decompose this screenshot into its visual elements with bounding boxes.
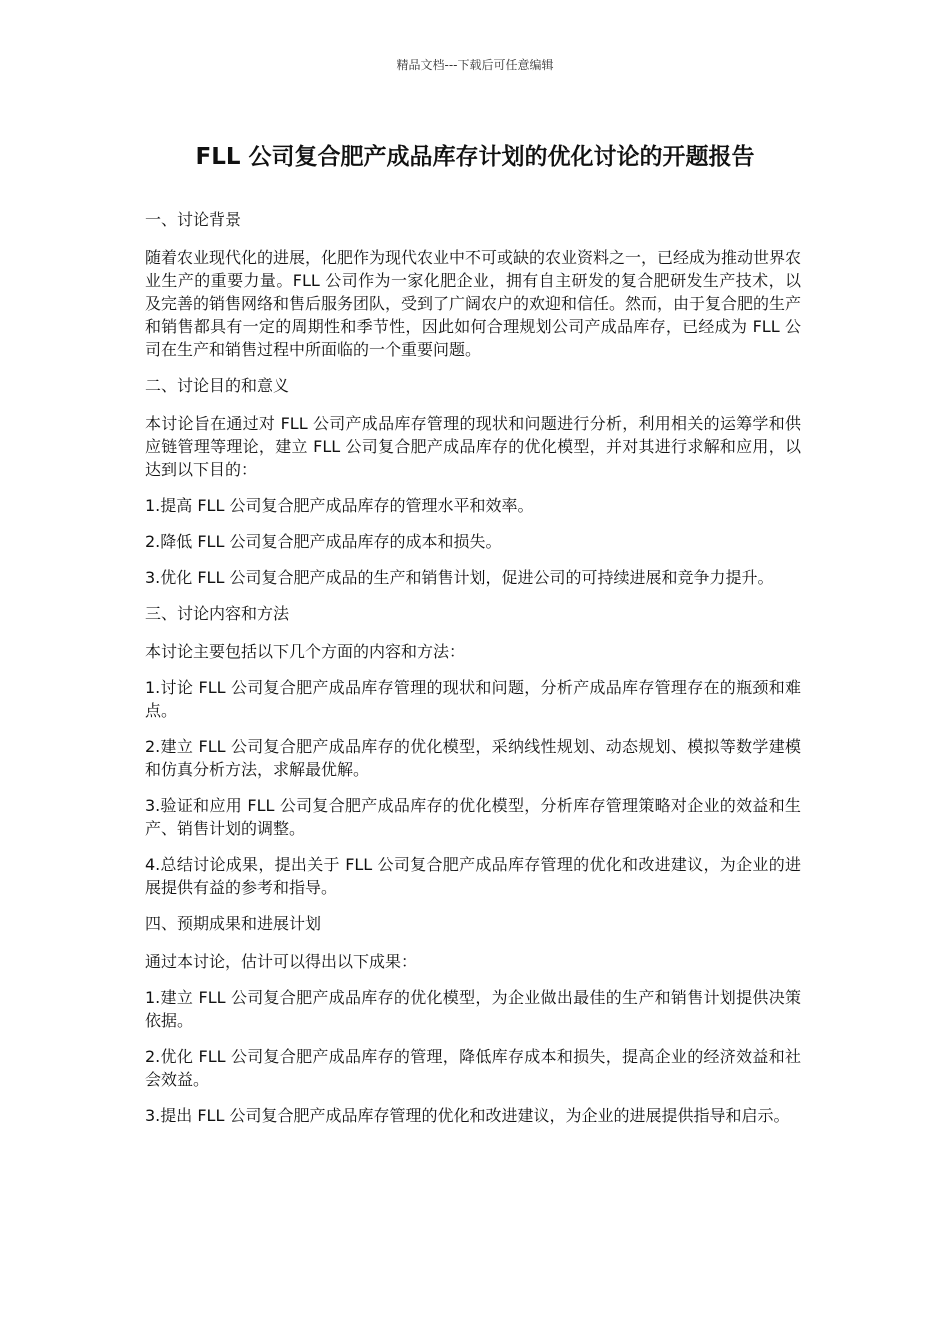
- header-note: 精品文档---下载后可任意编辑: [396, 58, 554, 72]
- list-item: 1.建立 FLL 公司复合肥产成品库存的优化模型，为企业做出最佳的生产和销售计划提供决策依据。: [145, 988, 801, 1030]
- section-heading-content-methods: 三、讨论内容和方法: [145, 604, 290, 623]
- paragraph-background: 随着农业现代化的进展，化肥作为现代农业中不可或缺的农业资料之一，已经成为推动世界农业生产的重要力量。FLL 公司作为一家化肥企业，拥有自主研发的复合肥研发生产技术，以及完善的销售网络和售后服务团队，受到了广阔农户的欢迎和信任。然而，由于复合肥的生产和销售都具有一定的周期性和季节性，因此如何合理规划公司产成品库存，已经成为 FLL 公司在生产和销售过程中所面临的一个重要问题。: [145, 248, 802, 359]
- section-heading-expected-results: 四、预期成果和进展计划: [145, 914, 322, 933]
- list-item: 2.建立 FLL 公司复合肥产成品库存的优化模型，采纳线性规划、动态规划、模拟等数学建模和仿真分析方法，求解最优解。: [145, 737, 801, 779]
- paragraph-content-methods: 本讨论主要包括以下几个方面的内容和方法：: [145, 642, 466, 661]
- document-title: FLL 公司复合肥产成品库存计划的优化讨论的开题报告: [195, 144, 755, 170]
- document-body: [145, 208, 801, 1140]
- list-item: 2.优化 FLL 公司复合肥产成品库存的管理，降低库存成本和损失，提高企业的经济效益和社会效益。: [145, 1047, 801, 1089]
- paragraph-expected-results: 通过本讨论，估计可以得出以下成果：: [145, 952, 418, 971]
- list-item: 1.讨论 FLL 公司复合肥产成品库存管理的现状和问题，分析产成品库存管理存在的瓶颈和难点。: [145, 678, 801, 720]
- list-item: 3.优化 FLL 公司复合肥产成品的生产和销售计划，促进公司的可持续进展和竞争力提升。: [145, 568, 774, 587]
- paragraph-purpose: 本讨论旨在通过对 FLL 公司产成品库存管理的现状和问题进行分析，利用相关的运筹学和供应链管理等理论，建立 FLL 公司复合肥产成品库存的优化模型，并对其进行求解和应用，以达到以下目的：: [145, 414, 801, 479]
- list-item: 3.提出 FLL 公司复合肥产成品库存管理的优化和改进建议，为企业的进展提供指导和启示。: [145, 1106, 790, 1125]
- section-heading-purpose: 二、讨论目的和意义: [145, 376, 290, 395]
- list-item: 2.降低 FLL 公司复合肥产成品库存的成本和损失。: [145, 532, 502, 551]
- list-item: 1.提高 FLL 公司复合肥产成品库存的管理水平和效率。: [145, 496, 534, 515]
- section-heading-background: 一、讨论背景: [145, 210, 242, 229]
- list-item: 3.验证和应用 FLL 公司复合肥产成品库存的优化模型，分析库存管理策略对企业的效益和生产、销售计划的调整。: [145, 796, 801, 838]
- list-item: 4.总结讨论成果，提出关于 FLL 公司复合肥产成品库存管理的优化和改进建议，为企业的进展提供有益的参考和指导。: [145, 855, 801, 897]
